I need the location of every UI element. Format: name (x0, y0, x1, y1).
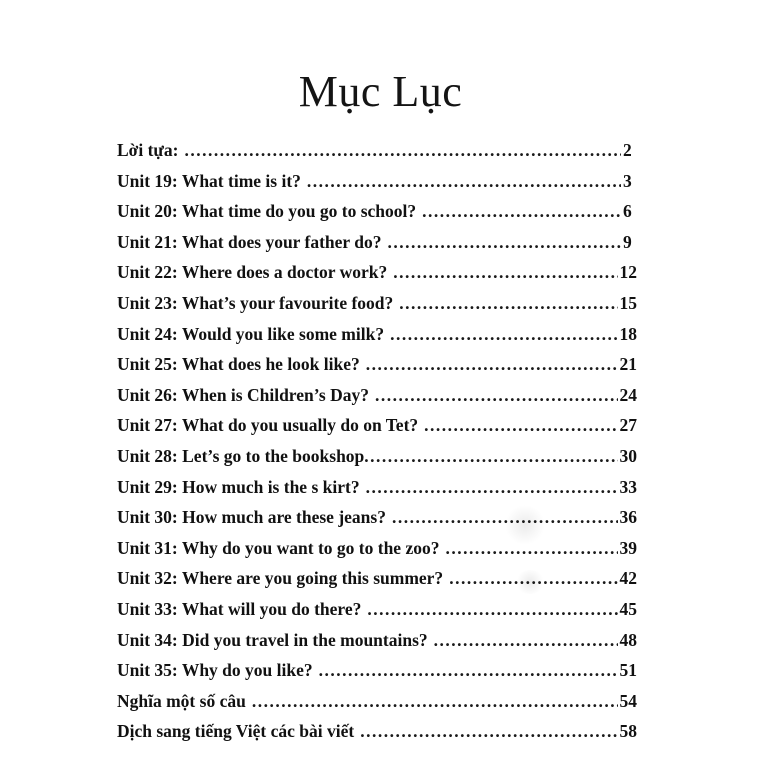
toc-entry[interactable] (117, 507, 637, 538)
dot-leader (399, 293, 617, 314)
toc-entry[interactable] (117, 538, 637, 569)
toc-entry-label: Unit 28: Let’s go to the bookshop (117, 445, 365, 466)
toc-page-number: 51 (619, 660, 637, 681)
toc-entry-label: Unit 20: What time do you go to school? (117, 201, 417, 222)
toc-entry[interactable] (117, 385, 637, 416)
toc-entry-label: Unit 30: How much are these jeans? (117, 507, 386, 528)
toc-entry[interactable] (117, 415, 637, 446)
toc-entry-label: Unit 27: What do you usually do on Tet? (117, 415, 419, 436)
dot-leader (392, 507, 618, 528)
toc-page-number: 27 (619, 415, 637, 436)
toc-page-number: 45 (619, 598, 637, 619)
toc-entry-label: Unit 26: When is Children’s Day? (117, 384, 370, 405)
toc-entry-label: Dịch sang tiếng Việt các bài viết (117, 721, 355, 742)
toc-entry-label: Unit 31: Why do you want to go to the zoo? (117, 537, 440, 558)
toc-entry[interactable] (117, 446, 637, 477)
toc-page-number: 58 (619, 721, 637, 742)
toc-page-number: 48 (619, 629, 637, 650)
dot-leader (434, 630, 618, 651)
dot-leader (307, 171, 621, 192)
dot-leader (375, 385, 617, 406)
toc-entry-label: Unit 24: Would you like some milk? (117, 323, 385, 344)
dot-leader (422, 201, 621, 222)
toc-page-number: 24 (619, 384, 637, 405)
dot-leader (449, 568, 617, 589)
toc-entry-label: Unit 23: What’s your favourite food? (117, 292, 394, 313)
toc-entry-label: Unit 34: Did you travel in the mountains? (117, 629, 428, 650)
dot-leader (366, 477, 618, 498)
dot-leader (360, 721, 617, 742)
toc-page-number: 18 (619, 323, 637, 344)
toc-entry[interactable] (117, 171, 637, 202)
toc-entry[interactable] (117, 201, 637, 232)
toc-page-number: 15 (619, 292, 637, 313)
dot-leader (393, 262, 617, 283)
toc-entry[interactable] (117, 324, 637, 355)
toc-entry[interactable] (117, 140, 637, 171)
dot-leader (387, 232, 621, 253)
page-title: Mục Lục (298, 67, 463, 116)
toc-entry-label: Unit 35: Why do you like? (117, 660, 313, 681)
toc-entry-label: Unit 19: What time is it? (117, 170, 301, 191)
table-of-contents (117, 140, 637, 752)
toc-entry[interactable] (117, 721, 637, 752)
dot-leader (364, 446, 617, 467)
toc-entry[interactable] (117, 660, 637, 691)
toc-entry-label: Nghĩa một số câu (117, 690, 246, 711)
toc-page-number: 2 (623, 140, 632, 160)
dot-leader (319, 660, 618, 681)
dot-leader (367, 599, 617, 620)
toc-entry-label: Unit 22: Where does a doctor work? (117, 262, 388, 283)
toc-page-number: 6 (623, 201, 632, 222)
toc-entry[interactable] (117, 477, 637, 508)
dot-leader (366, 354, 618, 375)
toc-page-number: 9 (623, 231, 632, 252)
toc-page-number: 30 (619, 445, 637, 466)
dot-leader (390, 324, 617, 345)
toc-entry[interactable] (117, 293, 637, 324)
toc-page-number: 54 (619, 690, 637, 711)
toc-entry[interactable] (117, 262, 637, 293)
toc-page-number: 12 (619, 262, 637, 283)
toc-entry[interactable] (117, 691, 637, 722)
toc-page-number: 21 (619, 354, 637, 375)
toc-entry[interactable] (117, 232, 637, 263)
toc-page-number: 3 (623, 170, 632, 191)
dot-leader (252, 691, 618, 712)
toc-entry-label: Lời tựa: (117, 140, 179, 160)
toc-page-number: 42 (619, 568, 637, 589)
toc-entry-label: Unit 33: What will you do there? (117, 598, 362, 619)
toc-entry-label: Unit 21: What does your father do? (117, 231, 382, 252)
dot-leader (424, 415, 617, 436)
toc-entry[interactable] (117, 568, 637, 599)
toc-entry-label: Unit 29: How much is the s kirt? (117, 476, 360, 497)
toc-entry-label: Unit 32: Where are you going this summer? (117, 568, 444, 589)
toc-entry[interactable] (117, 354, 637, 385)
dot-leader (185, 140, 621, 161)
toc-entry[interactable] (117, 599, 637, 630)
toc-page-number: 36 (619, 507, 637, 528)
dot-leader (445, 538, 617, 559)
toc-entry-label: Unit 25: What does he look like? (117, 354, 360, 375)
toc-page-number: 33 (619, 476, 637, 497)
toc-page-number: 39 (619, 537, 637, 558)
toc-entry[interactable] (117, 630, 637, 661)
